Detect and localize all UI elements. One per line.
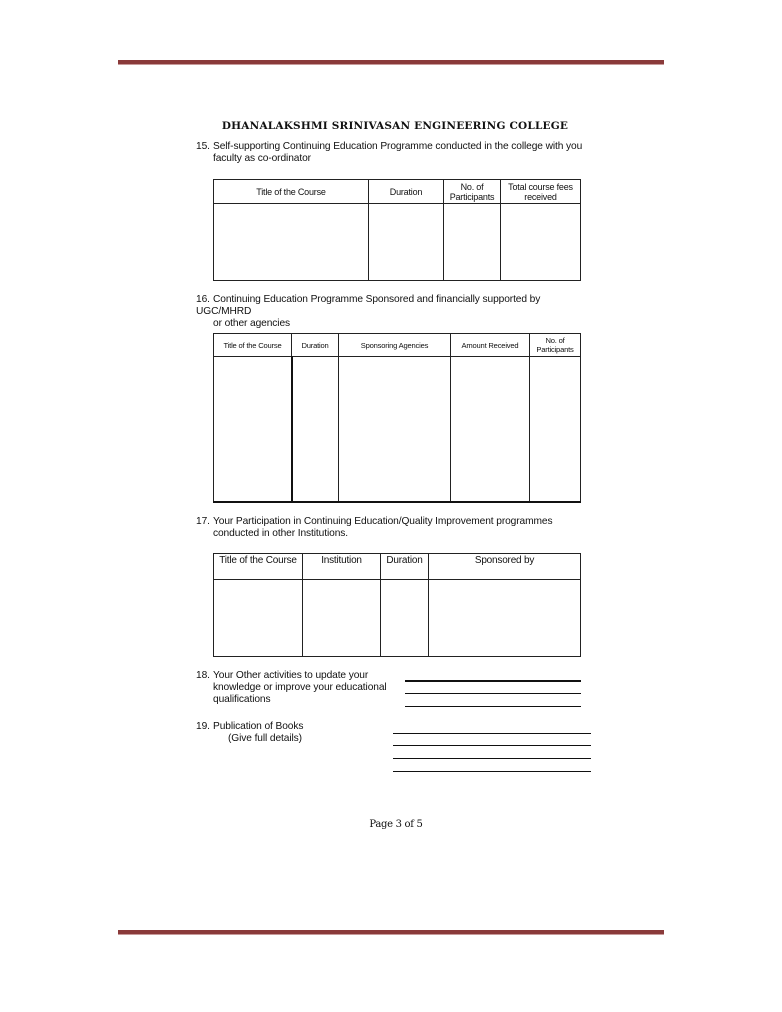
item-16-table: [213, 333, 581, 503]
bottom-border-rule: [118, 930, 664, 935]
table-cell[interactable]: [530, 357, 581, 503]
item-line: conducted in other Institutions.: [213, 528, 348, 539]
column-header: Amount Received: [451, 334, 530, 357]
item-number: 18.: [196, 670, 210, 681]
item-line: knowledge or improve your educational: [213, 682, 387, 693]
column-header: No. of Participants: [444, 180, 501, 204]
table-cell[interactable]: [381, 580, 429, 657]
answer-line[interactable]: [393, 758, 591, 759]
item-line: Your Other activities to update your: [213, 670, 369, 681]
column-header: Title of the Course: [214, 334, 292, 357]
answer-line[interactable]: [393, 771, 591, 772]
column-header: Sponsoring Agencies: [339, 334, 451, 357]
answer-line[interactable]: [393, 733, 591, 734]
column-header: No. of Participants: [530, 334, 581, 357]
item-19-text: [196, 721, 376, 745]
top-border-rule: [118, 60, 664, 65]
item-line: Continuing Education Programme Sponsored and financially supported by UGC/MHRD: [196, 294, 541, 317]
item-number: 15.: [196, 141, 210, 152]
item-number: 16.: [196, 294, 210, 305]
answer-line[interactable]: [393, 745, 591, 746]
column-header: Duration: [292, 334, 339, 357]
table-cell[interactable]: [292, 357, 339, 503]
answer-line[interactable]: [405, 680, 581, 682]
table-cell[interactable]: [451, 357, 530, 503]
answer-line[interactable]: [405, 706, 581, 707]
item-line: qualifications: [213, 694, 271, 705]
item-line: Your Participation in Continuing Education/Quality Improvement programmes: [213, 516, 553, 527]
column-header: Sponsored by: [429, 554, 581, 580]
column-header: Title of the Course: [214, 554, 303, 580]
table-cell[interactable]: [303, 580, 381, 657]
college-name: DHANALAKSHMI SRINIVASAN ENGINEERING COLLEGE: [221, 120, 569, 132]
table-cell[interactable]: [444, 204, 501, 281]
item-16-text: [196, 294, 596, 330]
table-cell[interactable]: [501, 204, 581, 281]
column-header: Duration: [369, 180, 444, 204]
table-cell[interactable]: [429, 580, 581, 657]
table-cell[interactable]: [214, 580, 303, 657]
item-18-text: [196, 670, 396, 706]
item-line: (Give full details): [228, 733, 302, 744]
page-number: Page 3 of 5: [369, 819, 423, 830]
item-17-table: [213, 553, 581, 657]
item-15-table: [213, 179, 581, 281]
column-header: Title of the Course: [214, 180, 369, 204]
item-line: or other agencies: [213, 318, 291, 329]
item-number: 19.: [196, 721, 210, 732]
item-15-text: [196, 141, 596, 165]
item-line: Self-supporting Continuing Education Programme conducted in the college with you: [213, 141, 583, 152]
column-header: Institution: [303, 554, 381, 580]
item-line: Publication of Books: [213, 721, 304, 732]
column-header: Total course fees received: [501, 180, 581, 204]
column-header: Duration: [381, 554, 429, 580]
table-cell[interactable]: [369, 204, 444, 281]
item-number: 17.: [196, 516, 210, 527]
table-cell[interactable]: [214, 357, 292, 503]
table-cell[interactable]: [214, 204, 369, 281]
item-17-text: [196, 516, 596, 540]
table-cell[interactable]: [339, 357, 451, 503]
item-line: faculty as co-ordinator: [213, 153, 311, 164]
answer-line[interactable]: [405, 693, 581, 694]
